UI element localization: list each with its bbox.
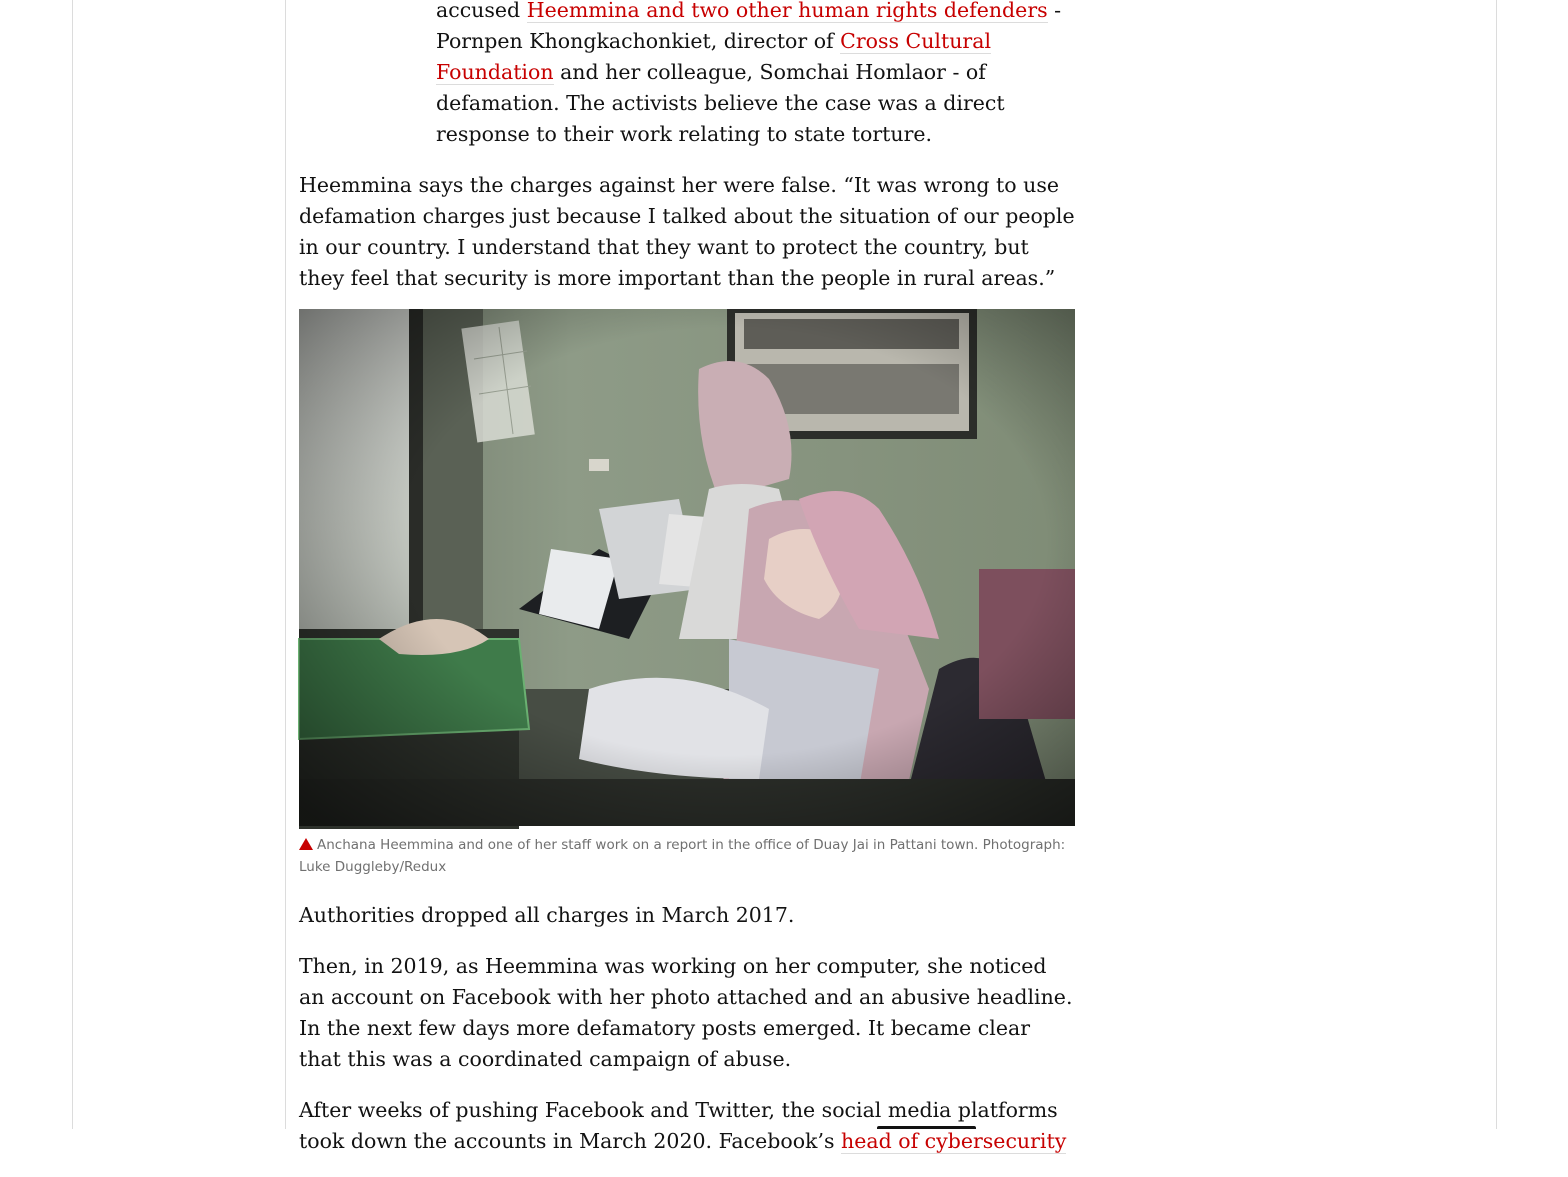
article-paragraph: Then, in 2019, as Heemmina was working on her computer, she noticed an account on Facebook with her photo attached and an abusive headline. In the next few days more defamatory posts emerged. It became clear that this was a coordinated campaign of abuse.	[299, 954, 1073, 1071]
link-human-rights-defenders[interactable]: Heemmina and two other human rights defenders	[526, 0, 1048, 22]
article-body	[299, 0, 1075, 1177]
link-head-of-cybersecurity[interactable]: head of cybersecurity	[841, 1129, 1067, 1153]
article-paragraph	[299, 0, 1075, 150]
photo-caption	[299, 834, 1075, 878]
article-paragraph: Heemmina says the charges against her were false. “It was wrong to use defamation charges just because I talked about the situation of our people in our country. I understand that they want to protect the country, but they feel that security is more important than the people in rural areas.”	[299, 173, 1075, 290]
caption-text: Anchana Heemmina and one of her staff work on a report in the office of Duay Jai in Pattani town. Photograph: Luke Duggleby/Redux	[299, 837, 1066, 875]
floating-tab-edge[interactable]	[877, 1126, 976, 1129]
article-photo[interactable]	[299, 309, 1075, 826]
paragraph-text: - Pornpen Khongkachonkiet, director of	[436, 0, 1062, 53]
content-column-border	[285, 0, 286, 1129]
page-border-right	[1496, 0, 1497, 1129]
article-paragraph: Authorities dropped all charges in March 2017.	[299, 903, 795, 927]
paragraph-text: accused	[436, 0, 527, 22]
paragraph-text: and her colleague, Somchai Homlaor - of defamation. The activists believe the case was a direct response to their work relating to state torture.	[436, 60, 1005, 146]
page-border-left	[72, 0, 73, 1129]
paragraph-text: After weeks of pushing Facebook and Twitter, the social media platforms took down the accounts in March 2020. Facebook’s	[299, 1098, 1058, 1153]
link-cross-cultural-foundation[interactable]: Cross Cultural Foundation	[436, 29, 992, 84]
caption-triangle-icon	[299, 838, 313, 850]
article-figure	[299, 309, 1075, 878]
